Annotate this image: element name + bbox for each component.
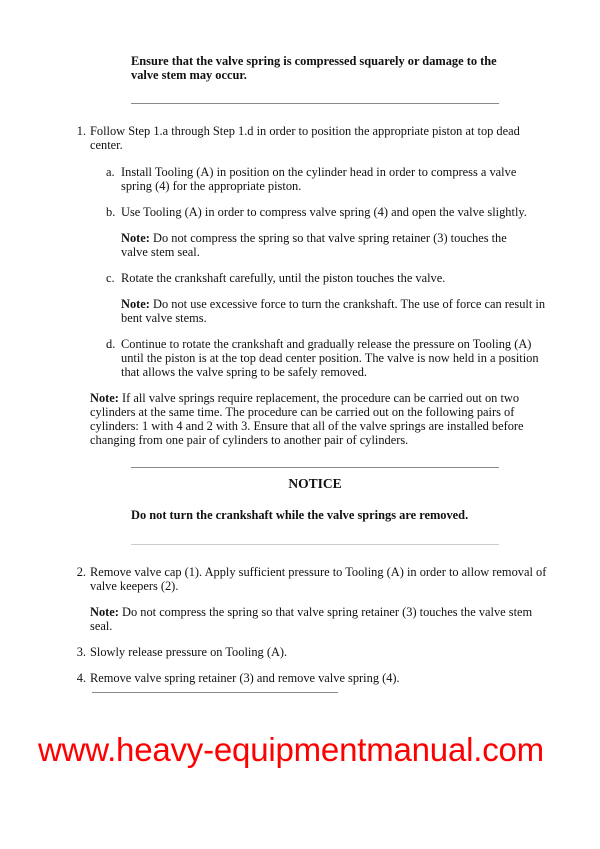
- note-step2-text: Do not compress the spring so that valve spring retainer (3) touches the valve stem seal.: [90, 605, 533, 633]
- step-1-text: Follow Step 1.a through Step 1.d in order to position the appropriate piston at top dead center.: [90, 124, 520, 152]
- divider: [131, 467, 499, 468]
- substep-letter: d.: [106, 337, 116, 351]
- note-b-text: Do not compress the spring so that valve spring retainer (3) touches the valve stem seal.: [121, 231, 507, 259]
- caution-text: Ensure that the valve spring is compressed squarely or damage to the valve stem may occur.: [131, 54, 497, 82]
- notice-text: Do not turn the crankshaft while the valve springs are removed.: [131, 508, 469, 522]
- substep-letter: c.: [106, 271, 115, 285]
- step-number: 3.: [76, 645, 86, 659]
- step-3-text: Slowly release pressure on Tooling (A).: [90, 645, 288, 659]
- step-number: 4.: [76, 671, 86, 685]
- step-number: 2.: [76, 565, 86, 579]
- note-c-text: Do not use excessive force to turn the crankshaft. The use of force can result in bent valve stems.: [121, 297, 546, 325]
- divider: [131, 544, 499, 545]
- note-label: Note:: [90, 391, 119, 405]
- substep-d-text: Continue to rotate the crankshaft and gradually release the pressure on Tooling (A) until the piston is at the top dead center position. The valve is now held in a position that allows the valve spring to be safely removed.: [121, 337, 539, 379]
- notice-title: NOTICE: [288, 476, 342, 491]
- step-4-text: Remove valve spring retainer (3) and remove valve spring (4).: [90, 671, 400, 685]
- substep-letter: b.: [106, 205, 116, 219]
- substep-letter: a.: [106, 165, 115, 179]
- substep-b-text: Use Tooling (A) in order to compress valve spring (4) and open the valve slightly.: [121, 205, 527, 219]
- note-main-text: If all valve springs require replacement, the procedure can be carried out on two cylinders at the same time. The procedure can be carried out on the following pairs of cylinders: 1 with 4 and 2 with 3. Ensure that all of the valve springs are installed before changing from one pair of cylinders to another pair of cylinders.: [90, 391, 524, 447]
- note-label: Note:: [121, 297, 150, 311]
- divider: [92, 692, 338, 693]
- divider: [131, 103, 499, 104]
- note-label: Note:: [90, 605, 119, 619]
- step-2-text: Remove valve cap (1). Apply sufficient pressure to Tooling (A) in order to allow removal of valve keepers (2).: [90, 565, 547, 593]
- note-main: [90, 391, 550, 447]
- step-number: 1.: [76, 124, 86, 138]
- substep-a-text: Install Tooling (A) in position on the cylinder head in order to compress a valve spring (4) for the appropriate piston.: [121, 165, 517, 193]
- note-b: [121, 231, 536, 259]
- note-c: [121, 297, 546, 325]
- note-label: Note:: [121, 231, 150, 245]
- watermark: www.heavy-equipmentmanual.com: [38, 731, 544, 768]
- note-step2: [90, 605, 550, 633]
- substep-c-text: Rotate the crankshaft carefully, until the piston touches the valve.: [121, 271, 446, 285]
